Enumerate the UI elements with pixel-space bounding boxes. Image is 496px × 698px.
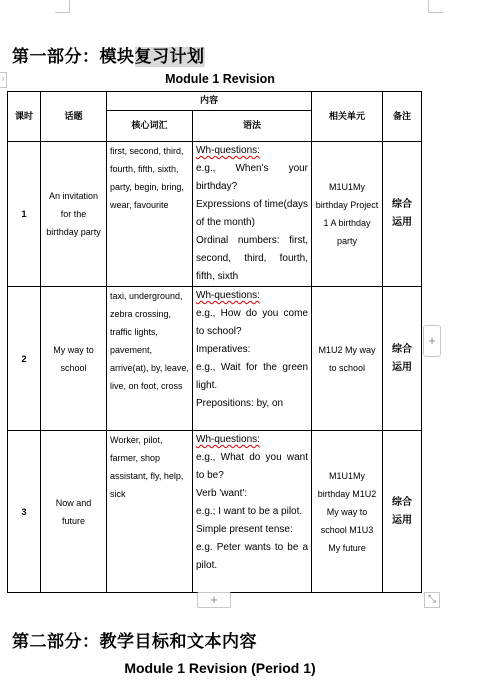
header-period: 课时 bbox=[8, 92, 41, 142]
grammar-line: e.g.; I want to be a pilot. bbox=[196, 506, 303, 517]
page-corner-mark bbox=[55, 0, 70, 13]
grammar-line: Ordinal numbers: first, second, third, fourth, fifth, sixth bbox=[196, 235, 309, 282]
grammar-line: e.g., What do you want to be? bbox=[196, 452, 309, 481]
section-1-heading bbox=[12, 42, 205, 67]
add-column-button[interactable]: + bbox=[423, 325, 441, 357]
note-line: 综合 bbox=[392, 199, 413, 210]
header-units: 相关单元 bbox=[312, 92, 383, 142]
note-line: 综合 bbox=[392, 343, 413, 355]
row-topic: My way to school bbox=[41, 287, 107, 431]
row-vocab: taxi, underground, zebra crossing, traffic lights, pavement, arrive(at), by, leave, live, on foot, cross bbox=[107, 287, 193, 431]
row-note bbox=[383, 142, 422, 287]
table-row bbox=[8, 431, 422, 593]
row-note bbox=[383, 287, 422, 431]
row-vocab: first, second, third, fourth, fifth, sixth, party, begin, bring, wear, favourite bbox=[107, 142, 193, 287]
row-vocab: Worker, pilot, farmer, shop assistant, fly, help, sick bbox=[107, 431, 193, 593]
row-units: M1U1My birthday Project 1 A birthday party bbox=[312, 142, 383, 287]
header-notes: 备注 bbox=[383, 92, 422, 142]
grammar-line: Expressions of time(days of the month) bbox=[196, 199, 309, 228]
grammar-line: Prepositions: by, on bbox=[196, 398, 284, 409]
grammar-line: Wh-questions: bbox=[196, 434, 260, 445]
page-corner-mark bbox=[428, 0, 443, 13]
header-vocab: 核心词汇 bbox=[107, 111, 193, 142]
row-note bbox=[383, 431, 422, 593]
table-row bbox=[8, 142, 422, 287]
note-line: 综合 bbox=[392, 496, 413, 508]
grammar-line: Wh-questions: bbox=[196, 290, 260, 301]
grammar-line: e.g., How do you come to school? bbox=[196, 308, 309, 337]
header-content: 内容 bbox=[107, 92, 312, 111]
grammar-line: Wh-questions: bbox=[196, 145, 260, 156]
row-number: 2 bbox=[8, 287, 41, 431]
section-2-heading: 第二部分：教学目标和文本内容 bbox=[12, 632, 257, 652]
grammar-line: e.g., When's your birthday? bbox=[196, 163, 309, 192]
table-title: Module 1 Revision bbox=[165, 72, 275, 86]
grammar-line: Simple present tense: bbox=[196, 524, 293, 535]
note-line: 运用 bbox=[392, 361, 413, 373]
section-1-prefix: 第一部分：模块 bbox=[12, 47, 135, 67]
row-grammar bbox=[193, 431, 312, 593]
header-topic: 话题 bbox=[41, 92, 107, 142]
table-resize-handle[interactable]: ⤡ bbox=[424, 592, 440, 608]
period-title: Module 1 Revision (Period 1) bbox=[124, 660, 316, 676]
grammar-line: Imperatives: bbox=[196, 344, 251, 355]
row-units: M1U1My birthday M1U2 My way to school M1U3 My future bbox=[312, 431, 383, 593]
add-row-button[interactable]: + bbox=[197, 592, 231, 608]
grammar-line: e.g., Wait for the green light. bbox=[196, 362, 309, 391]
row-number: 3 bbox=[8, 431, 41, 593]
row-number: 1 bbox=[8, 142, 41, 287]
table-move-handle[interactable]: › bbox=[0, 72, 7, 88]
row-topic: An invitation for the birthday party bbox=[41, 142, 107, 287]
row-grammar bbox=[193, 142, 312, 287]
revision-table bbox=[7, 91, 422, 593]
row-units: M1U2 My way to school bbox=[312, 287, 383, 431]
section-1-highlight: 复习计划 bbox=[134, 47, 205, 67]
grammar-line: e.g. Peter wants to be a pilot. bbox=[196, 542, 309, 571]
row-topic: Now and future bbox=[41, 431, 107, 593]
header-grammar: 语法 bbox=[193, 111, 312, 142]
table-row bbox=[8, 287, 422, 431]
grammar-line: Verb 'want': bbox=[196, 488, 248, 499]
note-line: 运用 bbox=[392, 217, 413, 228]
row-grammar bbox=[193, 287, 312, 431]
note-line: 运用 bbox=[392, 514, 413, 526]
